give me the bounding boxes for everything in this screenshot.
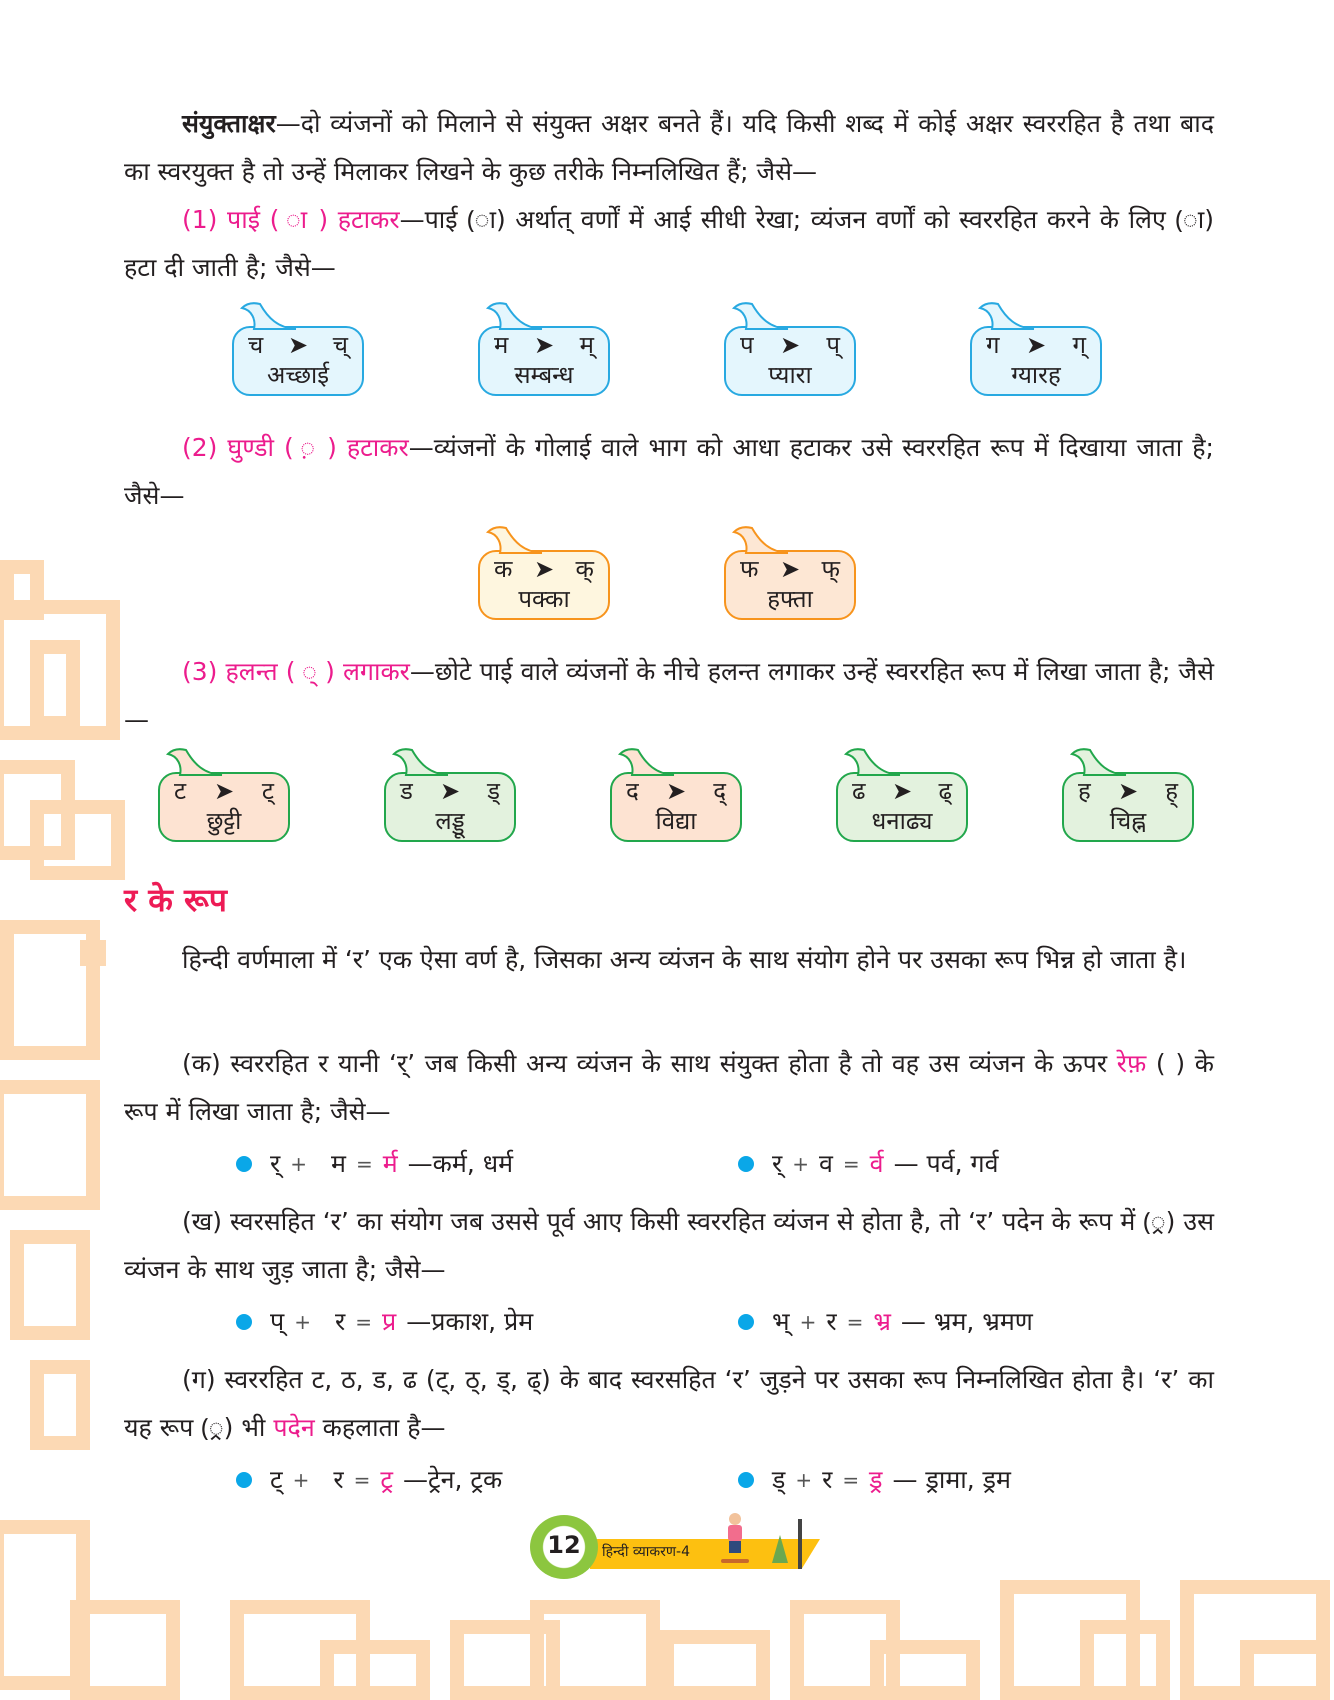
result: प्र: [381, 1307, 397, 1336]
decor-square: [80, 940, 106, 966]
method3-text: —छोटे पाई वाले व्यंजनों के नीचे हलन्त लगाकर उन्हें स्वररहित रूप में लिखा जाता है; जैसे—: [124, 657, 1214, 734]
arrow-right-icon: ➤: [533, 555, 555, 583]
bullet-icon: [738, 1314, 754, 1330]
bullet-icon: [236, 1156, 252, 1172]
part-a: प्: [270, 1307, 285, 1336]
example-line: [738, 1460, 1011, 1500]
arrow-right-icon: ➤: [1117, 777, 1139, 805]
speech-tail-icon: [390, 744, 450, 776]
to-letter: द्: [713, 777, 726, 805]
decor-square: [870, 1640, 980, 1700]
example-word: विद्या: [655, 807, 697, 835]
from-letter: ड: [400, 777, 413, 805]
from-letter: ट: [174, 777, 187, 805]
arrow-right-icon: ➤: [213, 777, 235, 805]
example-word: चिह्न: [1109, 807, 1147, 835]
decor-square: [320, 1640, 430, 1700]
plus-sign: +: [290, 1152, 307, 1176]
part-b: व: [819, 1149, 833, 1178]
plus-sign: +: [795, 1468, 813, 1492]
example-line: [738, 1302, 1033, 1342]
example-word: छुट्टी: [206, 807, 242, 835]
bullet-icon: [738, 1472, 754, 1488]
equals-sign: =: [355, 1310, 372, 1334]
decor-square: [30, 640, 80, 730]
example-words: —ट्रेन, ट्रक: [402, 1465, 503, 1494]
result: ड्र: [869, 1465, 883, 1494]
example-line: [236, 1144, 513, 1184]
decor-square: [530, 1600, 660, 1700]
method1-label: (1) पाई ( ा ) हटाकर: [182, 205, 400, 234]
decor-square: [70, 1600, 180, 1700]
from-letter: ग: [986, 331, 1000, 359]
example-bubble: [478, 326, 610, 396]
bullet-icon: [738, 1156, 754, 1172]
example-bubble: [970, 326, 1102, 396]
plus-sign: +: [294, 1310, 311, 1334]
bullet-icon: [236, 1472, 252, 1488]
example-line: [738, 1144, 999, 1184]
term-sanyuktakshar: संयुक्ताक्षर: [182, 109, 276, 138]
example-line: [236, 1302, 533, 1342]
arrow-right-icon: ➤: [779, 555, 801, 583]
tree-lamp-icon: [770, 1515, 810, 1571]
method1-paragraph: [124, 196, 1214, 292]
part-b: र: [333, 1465, 344, 1494]
arrow-right-icon: ➤: [1025, 331, 1047, 359]
method3-label: (3) हलन्त ( ् ) लगाकर: [182, 657, 410, 686]
decor-square: [1240, 1640, 1330, 1700]
example-word: लड्डू: [435, 807, 465, 835]
result: भ्र: [873, 1307, 891, 1336]
plus-sign: +: [792, 1152, 809, 1176]
speech-tail-icon: [976, 298, 1036, 330]
method3-paragraph: [124, 648, 1214, 744]
section-heading: र के रूप: [124, 881, 227, 919]
part-a: भ्: [772, 1307, 790, 1336]
speech-tail-icon: [238, 298, 298, 330]
page-footer: [530, 1515, 820, 1575]
from-letter: फ: [740, 555, 759, 583]
result: ट्र: [380, 1465, 393, 1494]
method2-label: (2) घुण्डी ( ़ ) हटाकर: [182, 433, 409, 462]
example-word: प्यारा: [768, 361, 812, 389]
example-words: —प्रकाश, प्रेम: [406, 1307, 534, 1336]
example-bubble: [724, 326, 856, 396]
decor-square: [10, 1230, 90, 1340]
example-bubble: [610, 772, 742, 842]
from-letter: ह: [1078, 777, 1091, 805]
ga-text: (ग) स्वररहित ट, ठ, ड, ढ (ट्, ठ्, ड्, ढ्) के बाद स्वरसहित ‘र’ जुड़ने पर उसका रूप निम्नलिखित होता है। ‘र’ का यह रूप (्र) भी: [124, 1365, 1214, 1442]
example-bubble: [232, 326, 364, 396]
decor-square: [0, 1080, 100, 1210]
example-bubble: [724, 550, 856, 620]
part-b: र: [826, 1307, 837, 1336]
speech-tail-icon: [164, 744, 224, 776]
result: र्व: [869, 1149, 884, 1178]
example-line: [236, 1460, 502, 1500]
arrow-right-icon: ➤: [533, 331, 555, 359]
to-letter: ग्: [1072, 331, 1086, 359]
plus-sign: +: [799, 1310, 817, 1334]
example-bubble: [1062, 772, 1194, 842]
example-bubble: [836, 772, 968, 842]
ra-intro-paragraph: हिन्दी वर्णमाला में ‘र’ एक ऐसा वर्ण है, जिसका अन्य व्यंजन के साथ संयोग होने पर उसका रूप भिन्न हो जाता है।: [182, 945, 1187, 974]
decor-square: [30, 1360, 90, 1450]
to-letter: फ्: [821, 555, 840, 583]
part-a: ड्: [772, 1465, 786, 1494]
part-b: म: [331, 1149, 346, 1178]
arrow-right-icon: ➤: [439, 777, 461, 805]
ka-text: (क) स्वररहित र यानी ‘र्’ जब किसी अन्य व्यंजन के साथ संयुक्त होता है तो वह उस व्यंजन के ऊपर: [182, 1049, 1117, 1078]
method1-text: —पाई (ा) अर्थात् वर्णों में आई सीधी रेखा; व्यंजन वर्णों को स्वररहित करने के लिए (ा) हटा दी जाती है; जैसे—: [124, 205, 1214, 282]
example-word: हफ्ता: [767, 585, 813, 613]
to-letter: प्: [826, 331, 840, 359]
result: र्म: [382, 1149, 398, 1178]
part-a: ट्: [270, 1465, 283, 1494]
equals-sign: =: [846, 1310, 864, 1334]
to-letter: क्: [575, 555, 594, 583]
from-letter: म: [494, 331, 509, 359]
equals-sign: =: [842, 1468, 860, 1492]
intro-paragraph: [124, 100, 1214, 196]
from-letter: ढ: [852, 777, 866, 805]
equals-sign: =: [842, 1152, 860, 1176]
ka-text-cont: ( ) के रूप में लिखा जाता है; जैसे—: [124, 1049, 1214, 1126]
skateboard-boy-icon: [715, 1511, 755, 1567]
method2-text: —व्यंजनों के गोलाई वाले भाग को आधा हटाकर उसे स्वररहित रूप में दिखाया जाता है; जैसे—: [124, 433, 1214, 510]
example-words: —कर्म, धर्म: [407, 1149, 514, 1178]
plus-sign: +: [292, 1468, 310, 1492]
speech-tail-icon: [484, 522, 544, 554]
decor-square: [1080, 1620, 1170, 1700]
from-letter: क: [494, 555, 513, 583]
example-word: धनाढ्य: [871, 807, 933, 835]
page-number: 12: [547, 1531, 581, 1559]
to-letter: ह्: [1165, 777, 1178, 805]
ga-text-cont: कहलाता है—: [314, 1413, 446, 1442]
intro-text: —दो व्यंजनों को मिलाने से संयुक्त अक्षर बनते हैं। यदि किसी शब्द में कोई अक्षर स्वररहित है तथा बाद का स्वरयुक्त है तो उन्हें मिलाकर लिखने के कुछ तरीके निम्नलिखित हैं; जैसे—: [124, 109, 1214, 186]
part-a: र्: [270, 1149, 281, 1178]
example-bubble: [158, 772, 290, 842]
ga-paragraph: [124, 1356, 1214, 1452]
part-a: र्: [772, 1149, 783, 1178]
speech-tail-icon: [730, 298, 790, 330]
to-letter: म्: [579, 331, 594, 359]
to-letter: ट्: [261, 777, 274, 805]
paden-term: पदेन: [273, 1413, 315, 1442]
example-word: पक्का: [518, 585, 570, 613]
example-word: ग्यारह: [1011, 361, 1061, 389]
arrow-right-icon: ➤: [665, 777, 687, 805]
example-word: अच्छाई: [267, 361, 329, 389]
book-title: हिन्दी व्याकरण-4: [602, 1544, 690, 1560]
example-words: — पर्व, गर्व: [893, 1149, 999, 1178]
part-b: र: [822, 1465, 833, 1494]
ref-term: रेफ़: [1116, 1049, 1147, 1078]
kha-paragraph: (ख) स्वरसहित ‘र’ का संयोग जब उससे पूर्व आए किसी स्वररहित व्यंजन से होता है, तो ‘र’ पदेन के रूप में (्र) उस व्यंजन के साथ जुड़ जाता है; जैसे—: [124, 1207, 1214, 1284]
arrow-right-icon: ➤: [779, 331, 801, 359]
example-words: — ड्रामा, ड्रम: [892, 1465, 1011, 1494]
bullet-icon: [236, 1314, 252, 1330]
speech-tail-icon: [484, 298, 544, 330]
speech-tail-icon: [616, 744, 676, 776]
to-letter: ड्: [487, 777, 500, 805]
example-bubble: [478, 550, 610, 620]
from-letter: प: [740, 331, 754, 359]
decor-square: [660, 1630, 770, 1700]
example-words: — भ्रम, भ्रमण: [900, 1307, 1033, 1336]
equals-sign: =: [353, 1468, 371, 1492]
example-word: सम्बन्ध: [514, 361, 574, 389]
equals-sign: =: [355, 1152, 373, 1176]
from-letter: द: [626, 777, 639, 805]
arrow-right-icon: ➤: [287, 331, 309, 359]
example-bubble: [384, 772, 516, 842]
method2-paragraph: [124, 424, 1214, 520]
ka-paragraph: [124, 1040, 1214, 1136]
speech-tail-icon: [842, 744, 902, 776]
to-letter: च्: [332, 331, 348, 359]
part-b: र: [334, 1307, 346, 1336]
arrow-right-icon: ➤: [891, 777, 913, 805]
decor-square: [30, 800, 125, 880]
speech-tail-icon: [1068, 744, 1128, 776]
speech-tail-icon: [730, 522, 790, 554]
to-letter: ढ्: [938, 777, 952, 805]
from-letter: च: [248, 331, 264, 359]
